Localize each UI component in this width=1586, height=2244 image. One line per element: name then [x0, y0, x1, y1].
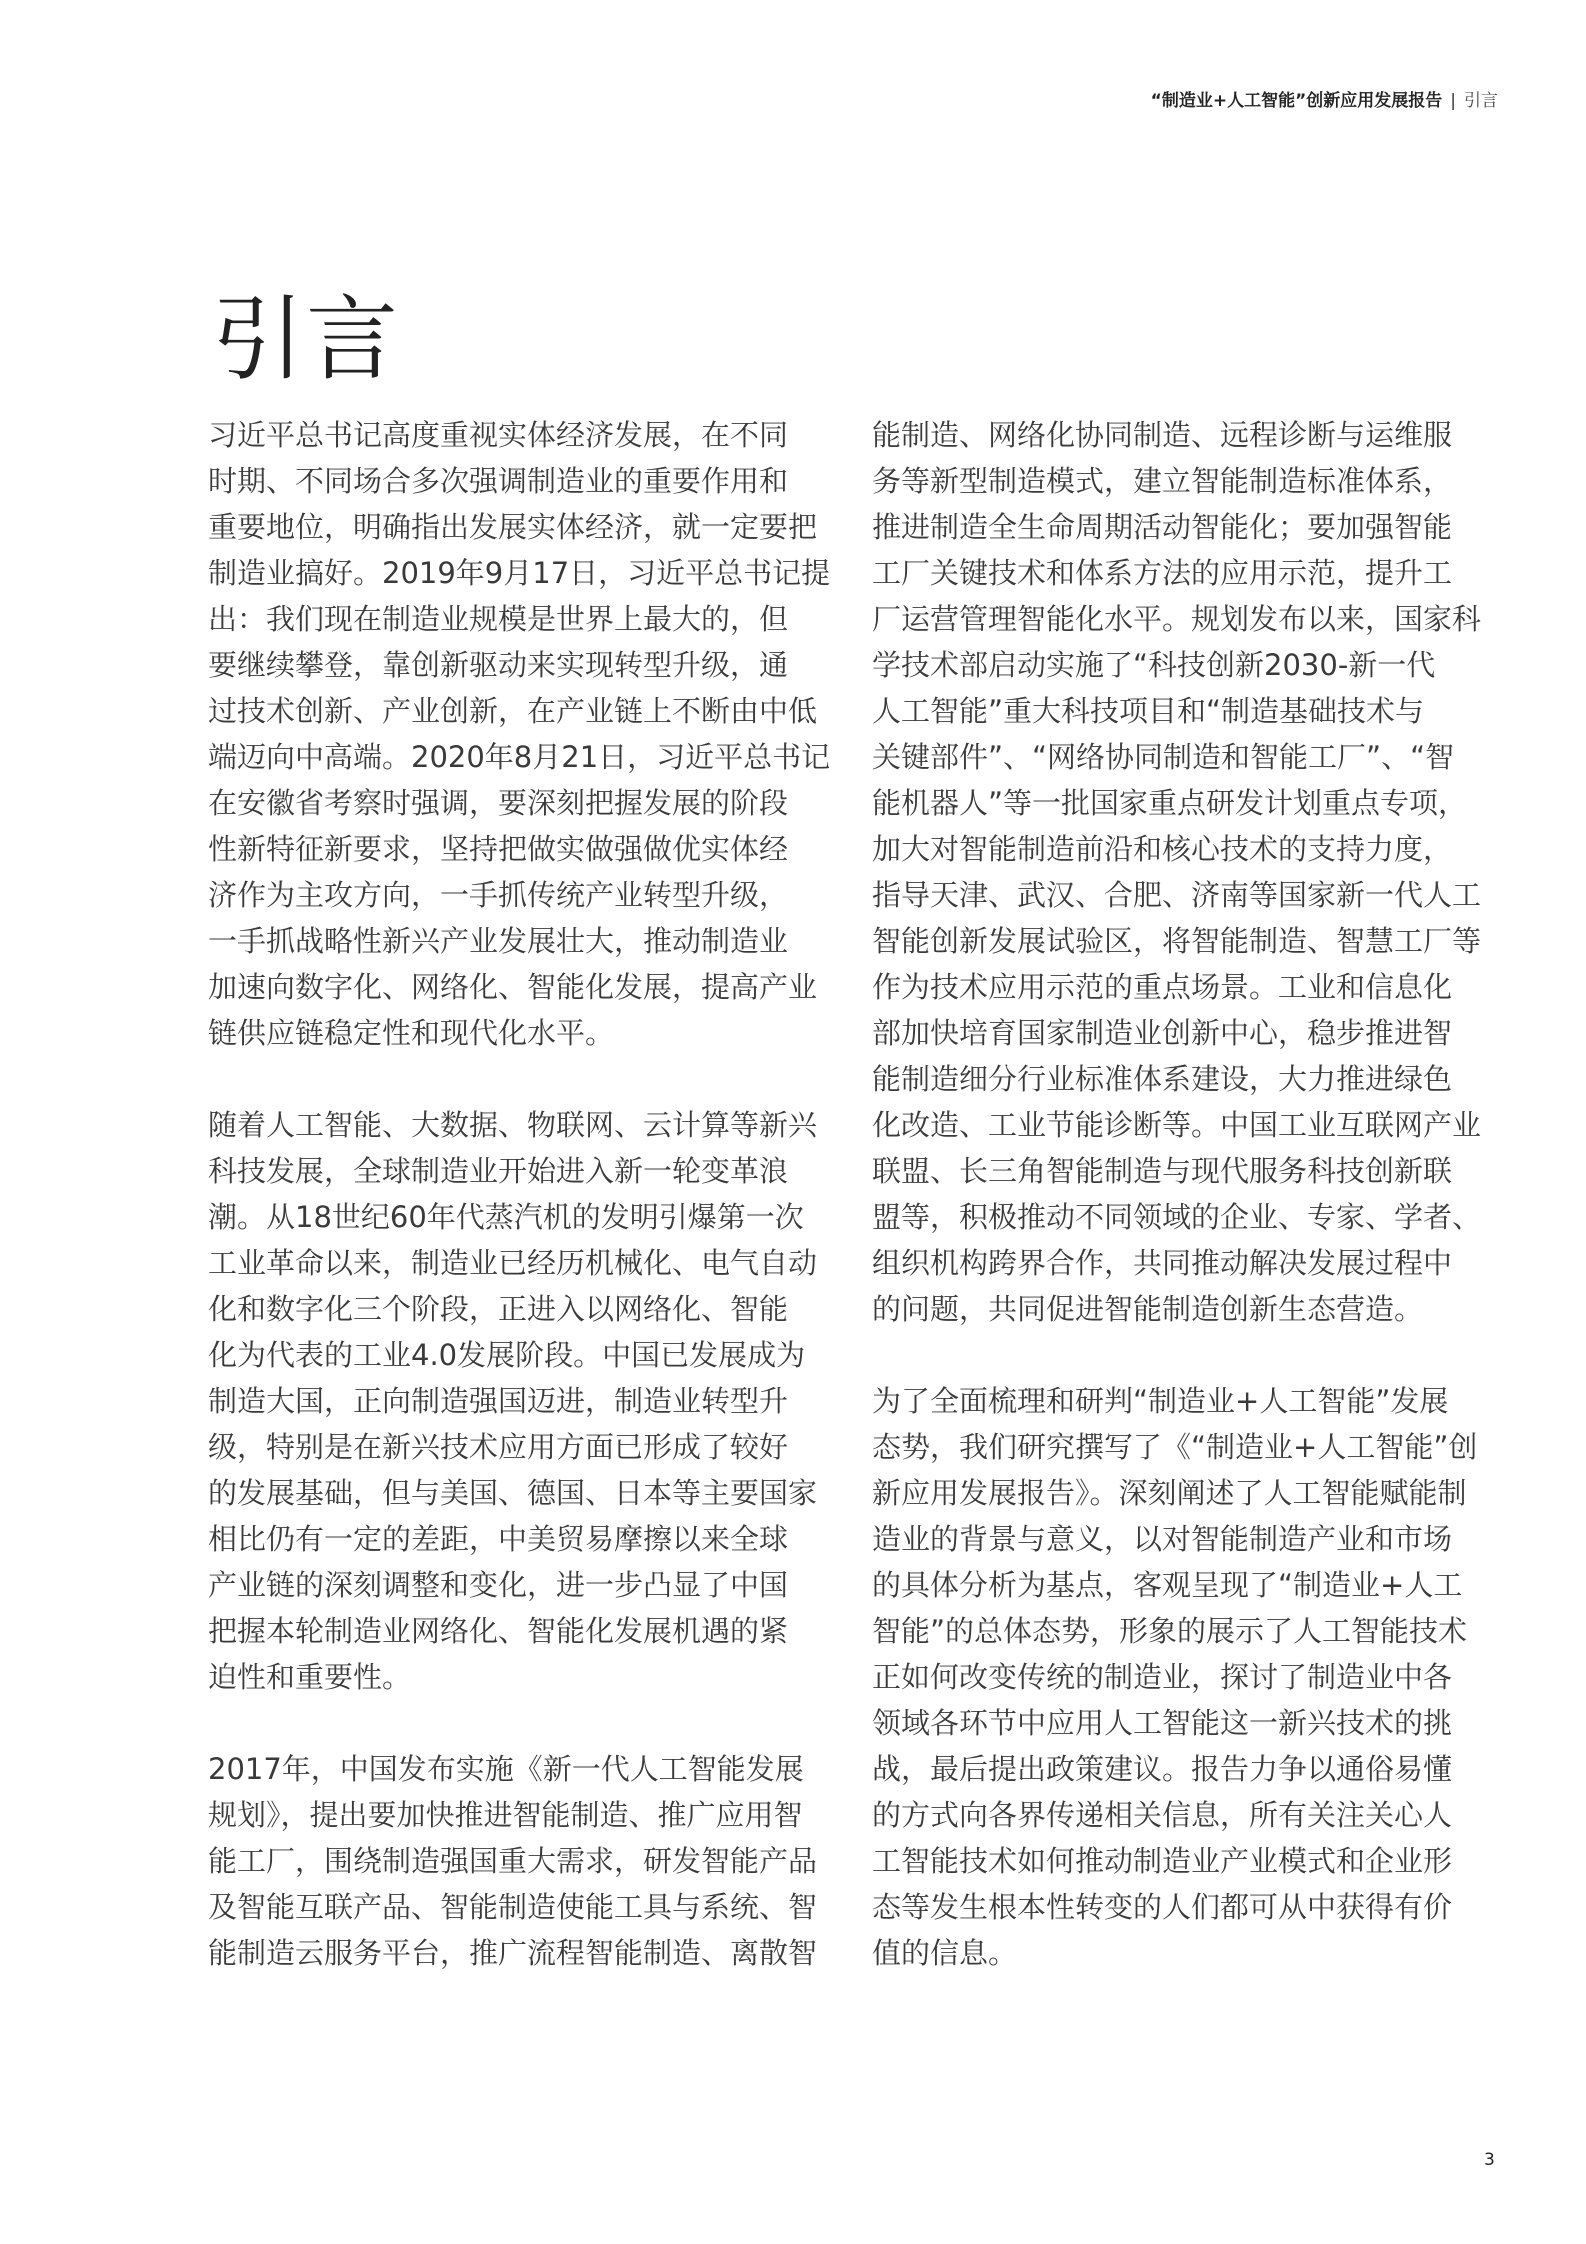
text-line: 及智能互联产品、智能制造使能工具与系统、智: [208, 1890, 818, 1924]
text-line: 相比仍有一定的差距，中美贸易摩擦以来全球: [208, 1522, 789, 1556]
report-title: “制造业+人工智能”创新应用发展报告: [1150, 91, 1443, 111]
text-line: 级，特别是在新兴技术应用方面已形成了较好: [208, 1430, 789, 1464]
text-line: 战，最后提出政策建议。报告力争以通俗易懂: [872, 1752, 1453, 1786]
text-line: 加大对智能制造前沿和核心技术的支持力度，: [872, 832, 1453, 866]
text-line: 习近平总书记高度重视实体经济发展，在不同: [208, 418, 789, 452]
text-line: 性新特征新要求，坚持把做实做强做优实体经: [208, 832, 789, 866]
text-line: 重要地位，明确指出发展实体经济，就一定要把: [208, 510, 818, 544]
text-line: 潮。从18世纪60年代蒸汽机的发明引爆第一次: [208, 1200, 804, 1234]
text-line: 学技术部启动实施了“科技创新2030-新一代: [872, 648, 1436, 682]
text-line: 值的信息。: [872, 1936, 1018, 1970]
text-line: 时期、不同场合多次强调制造业的重要作用和: [208, 464, 789, 498]
text-line: 务等新型制造模式，建立智能制造标准体系，: [872, 464, 1453, 498]
text-line: 能机器人”等一批国家重点研发计划重点专项，: [872, 786, 1468, 820]
paragraph: [208, 1102, 833, 1700]
text-line: 把握本轮制造业网络化、智能化发展机遇的紧: [208, 1614, 789, 1648]
text-line: 新应用发展报告》。深刻阐述了人工智能赋能制: [872, 1476, 1467, 1510]
text-line: 关键部件”、“网络协同制造和智能工厂”、“智: [872, 740, 1455, 774]
running-header: [1151, 86, 1498, 111]
text-line: 推进制造全生命周期活动智能化；要加强智能: [872, 510, 1453, 544]
text-line: 的方式向各界传递相关信息，所有关注关心人: [872, 1798, 1453, 1832]
text-line: 制造业搞好。2019年9月17日，习近平总书记提: [208, 556, 831, 590]
text-line: 2017年，中国发布实施《新一代人工智能发展: [208, 1752, 804, 1786]
paragraph: [208, 1746, 833, 1976]
text-line: 智能创新发展试验区，将智能制造、智慧工厂等: [872, 924, 1482, 958]
paragraph: [872, 1378, 1497, 1976]
text-line: 化和数字化三个阶段，正进入以网络化、智能: [208, 1292, 789, 1326]
text-line: 要继续攀登，靠创新驱动来实现转型升级，通: [208, 648, 789, 682]
text-line: 造业的背景与意义，以对智能制造产业和市场: [872, 1522, 1453, 1556]
text-line: 化改造、工业节能诊断等。中国工业互联网产业: [872, 1108, 1482, 1142]
paragraph: [208, 412, 833, 1056]
left-column: [208, 412, 833, 2022]
text-line: 组织机构跨界合作，共同推动解决发展过程中: [872, 1246, 1453, 1280]
header-separator: |: [1450, 91, 1456, 111]
text-line: 在安徽省考察时强调，要深刻把握发展的阶段: [208, 786, 789, 820]
text-line: 工厂关键技术和体系方法的应用示范，提升工: [872, 556, 1453, 590]
text-line: 过技术创新、产业创新，在产业链上不断由中低: [208, 694, 818, 728]
text-line: 制造大国，正向制造强国迈进，制造业转型升: [208, 1384, 789, 1418]
text-line: 能制造细分行业标准体系建设，大力推进绿色: [872, 1062, 1453, 1096]
text-line: 人工智能”重大科技项目和“制造基础技术与: [872, 694, 1425, 728]
text-line: 联盟、长三角智能制造与现代服务科技创新联: [872, 1154, 1453, 1188]
text-line: 态等发生根本性转变的人们都可从中获得有价: [872, 1890, 1453, 1924]
text-line: 工业革命以来，制造业已经历机械化、电气自动: [208, 1246, 818, 1280]
text-line: 智能”的总体态势，形象的展示了人工智能技术: [872, 1614, 1468, 1648]
text-line: 化为代表的工业4.0发展阶段。中国已发展成为: [208, 1338, 806, 1372]
text-line: 出：我们现在制造业规模是世界上最大的，但: [208, 602, 789, 636]
text-line: 一手抓战略性新兴产业发展壮大，推动制造业: [208, 924, 789, 958]
text-line: 迫性和重要性。: [208, 1660, 412, 1694]
text-line: 端迈向中高端。2020年8月21日，习近平总书记: [208, 740, 831, 774]
text-line: 能制造、网络化协同制造、远程诊断与运维服: [872, 418, 1453, 452]
text-line: 作为技术应用示范的重点场景。工业和信息化: [872, 970, 1453, 1004]
text-line: 随着人工智能、大数据、物联网、云计算等新兴: [208, 1108, 818, 1142]
text-line: 盟等，积极推动不同领域的企业、专家、学者、: [872, 1200, 1482, 1234]
text-line: 指导天津、武汉、合肥、济南等国家新一代人工: [872, 878, 1482, 912]
text-line: 的具体分析为基点，客观呈现了“制造业+人工: [872, 1568, 1463, 1602]
text-line: 工智能技术如何推动制造业产业模式和企业形: [872, 1844, 1453, 1878]
text-line: 厂运营管理智能化水平。规划发布以来，国家科: [872, 602, 1482, 636]
text-line: 态势，我们研究撰写了《“制造业+人工智能”创: [872, 1430, 1478, 1464]
text-line: 的问题，共同促进智能制造创新生态营造。: [872, 1292, 1424, 1326]
text-line: 的发展基础，但与美国、德国、日本等主要国家: [208, 1476, 818, 1510]
text-line: 链供应链稳定性和现代化水平。: [208, 1016, 615, 1050]
text-line: 领域各环节中应用人工智能这一新兴技术的挑: [872, 1706, 1453, 1740]
paragraph: [872, 412, 1497, 1332]
text-line: 济作为主攻方向，一手抓传统产业转型升级，: [208, 878, 789, 912]
text-line: 能制造云服务平台，推广流程智能制造、离散智: [208, 1936, 818, 1970]
text-line: 部加快培育国家制造业创新中心，稳步推进智: [872, 1016, 1453, 1050]
text-line: 科技发展，全球制造业开始进入新一轮变革浪: [208, 1154, 789, 1188]
text-line: 产业链的深刻调整和变化，进一步凸显了中国: [208, 1568, 789, 1602]
right-column: [872, 412, 1497, 2022]
page-title: 引言: [212, 285, 401, 393]
text-line: 正如何改变传统的制造业，探讨了制造业中各: [872, 1660, 1453, 1694]
text-line: 加速向数字化、网络化、智能化发展，提高产业: [208, 970, 818, 1004]
text-line: 为了全面梳理和研判“制造业+人工智能”发展: [872, 1384, 1449, 1418]
text-line: 能工厂，围绕制造强国重大需求，研发智能产品: [208, 1844, 818, 1878]
text-line: 规划》，提出要加快推进智能制造、推广应用智: [208, 1798, 803, 1832]
section-name: 引言: [1464, 91, 1498, 111]
page-number: 3: [1484, 2150, 1495, 2170]
